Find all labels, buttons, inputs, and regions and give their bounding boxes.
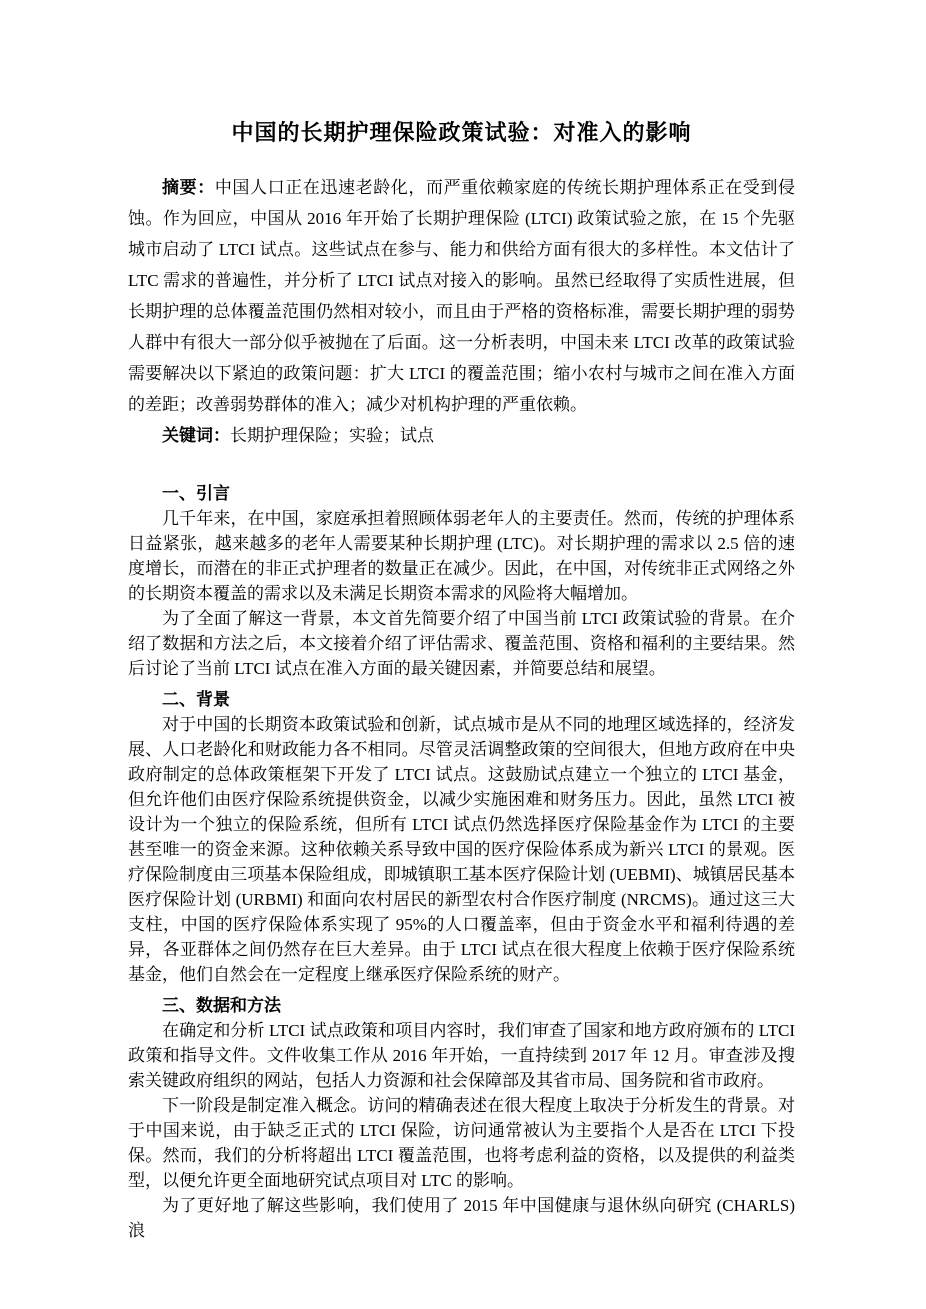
abstract-label: 摘要： xyxy=(162,178,215,197)
section-heading-introduction: 一、引言 xyxy=(162,484,230,503)
abstract-paragraph xyxy=(128,172,795,420)
paper-title: 中国的长期护理保险政策试验：对准入的影响 xyxy=(231,120,692,145)
abstract-text: 中国人口正在迅速老龄化，而严重依赖家庭的传统长期护理体系正在受到侵蚀。作为回应，中国从 2016 年开始了长期护理保险 (LTCI) 政策试验之旅，在 15 个先驱城市启动了 LTCI 试点。这些试点在参与、能力和供给方面有很大的多样性。本文估计了 LTC 需求的普遍性，并分析了 LTCI 试点对接入的影响。虽然已经取得了实质性进展，但长期护理的总体覆盖范围仍然相对较小，而且由于严格的资格标准，需要长期护理的弱势人群中有很大一部分似乎被抛在了后面。这一分析表明，中国未来 LTCI 改革的政策试验需要解决以下紧迫的政策问题：扩大 LTCI 的覆盖范围；缩小农村与城市之间在准入方面的差距；改善弱势群体的准入；减少对机构护理的严重依赖。 xyxy=(128,178,796,414)
paragraph-intro-1: 几千年来，在中国，家庭承担着照顾体弱老年人的主要责任。然而，传统的护理体系日益紧张，越来越多的老年人需要某种长期护理 (LTC)。对长期护理的需求以 2.5 倍的速度增长，而潜在的非正式护理者的数量正在减少。因此，在中国，对传统非正式网络之外的长期资本覆盖的需求以及未满足长期资本需求的风险将大幅增加。 xyxy=(128,509,795,603)
section-heading-background: 二、背景 xyxy=(162,690,230,709)
section-heading-data-methods: 三、数据和方法 xyxy=(162,996,281,1015)
paragraph-data-methods-3: 为了更好地了解这些影响，我们使用了 2015 年中国健康与退休纵向研究 (CHARLS) 浪 xyxy=(128,1196,795,1240)
keywords-label: 关键词： xyxy=(162,426,230,445)
paragraph-intro-2: 为了全面了解这一背景，本文首先简要介绍了中国当前 LTCI 政策试验的背景。在介绍了数据和方法之后，本文接着介绍了评估需求、覆盖范围、资格和福利的主要结果。然后讨论了当前 LTCI 试点在准入方面的最关键因素，并简要总结和展望。 xyxy=(128,609,795,678)
paper-content xyxy=(128,120,795,1243)
keywords-line xyxy=(128,420,795,451)
paragraph-background-1: 对于中国的长期资本政策试验和创新，试点城市是从不同的地理区域选择的，经济发展、人口老龄化和财政能力各不相同。尽管灵活调整政策的空间很大，但地方政府在中央政府制定的总体政策框架下开发了 LTCI 试点。这鼓励试点建立一个独立的 LTCI 基金，但允许他们由医疗保险系统提供资金，以减少实施困难和财务压力。因此，虽然 LTCI 被设计为一个独立的保险系统，但所有 LTCI 试点仍然选择医疗保险基金作为 LTCI 的主要甚至唯一的资金来源。这种依赖关系导致中国的医疗保险体系成为新兴 LTCI 的景观。医疗保险制度由三项基本保险组成，即城镇职工基本医疗保险计划 (UEBMI)、城镇居民基本医疗保险计划 (URBMI) 和面向农村居民的新型农村合作医疗制度 (NRCMS)。通过这三大支柱，中国的医疗保险体系实现了 95%的人口覆盖率，但由于资金水平和福利待遇的差异，各亚群体之间仍然存在巨大差异。由于 LTCI 试点在很大程度上依赖于医疗保险系统基金，他们自然会在一定程度上继承医疗保险系统的财产。 xyxy=(128,715,795,984)
keywords-text: 长期护理保险；实验；试点 xyxy=(230,426,434,445)
paragraph-data-methods-2: 下一阶段是制定准入概念。访问的精确表述在很大程度上取决于分析发生的背景。对于中国来说，由于缺乏正式的 LTCI 保险，访问通常被认为主要指个人是否在 LTCI 下投保。然而，我们的分析将超出 LTCI 覆盖范围，也将考虑利益的资格，以及提供的利益类型，以便允许更全面地研究试点项目对 LTC 的影响。 xyxy=(128,1096,795,1190)
paragraph-data-methods-1: 在确定和分析 LTCI 试点政策和项目内容时，我们审查了国家和地方政府颁布的 LTCI 政策和指导文件。文件收集工作从 2016 年开始，一直持续到 2017 年 12 月。审查涉及搜索关键政府组织的网站，包括人力资源和社会保障部及其省市局、国务院和省市政府。 xyxy=(128,1021,795,1090)
